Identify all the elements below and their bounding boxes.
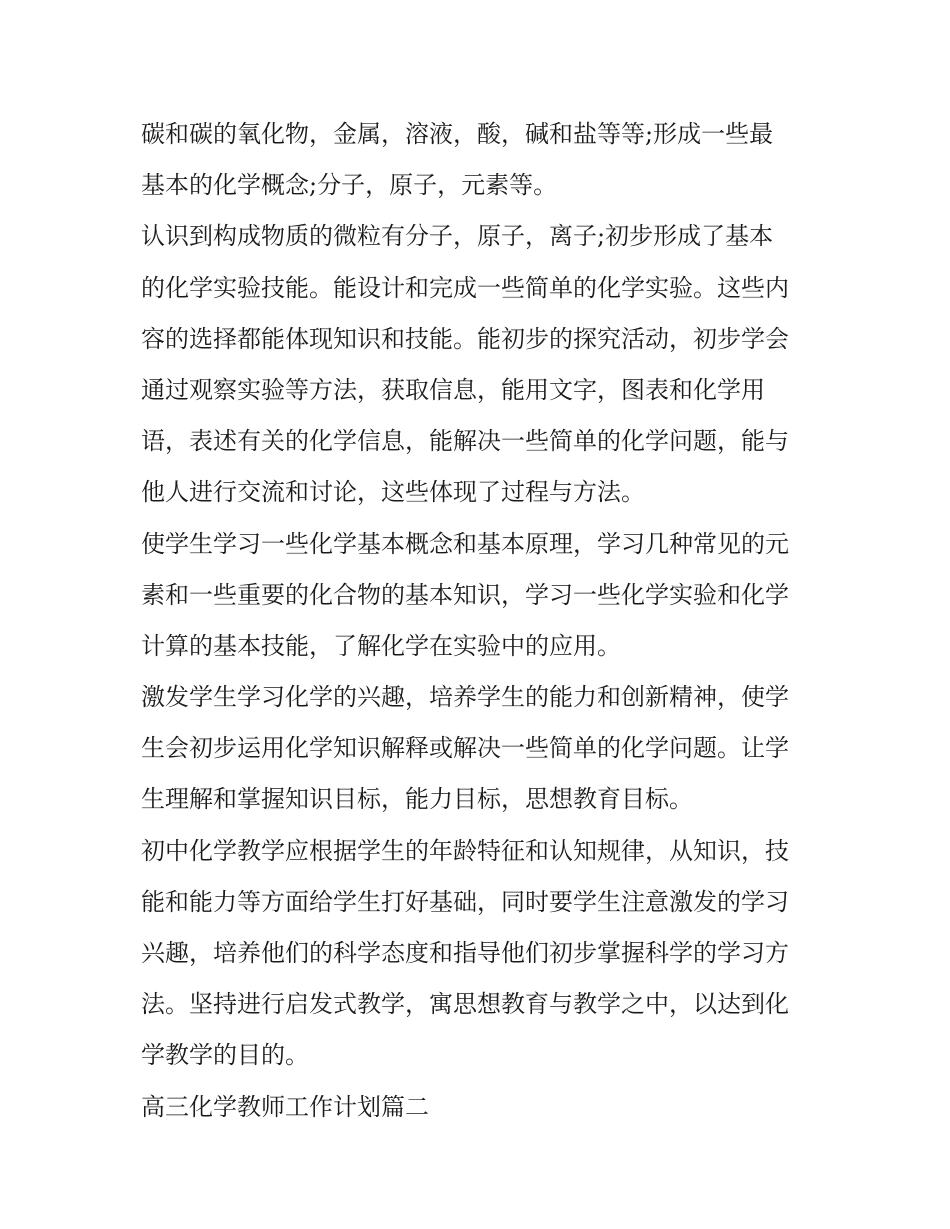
text-line: 通过观察实验等方法，获取信息，能用文字，图表和化学用 bbox=[141, 375, 765, 404]
text-line: 碳和碳的氧化物，金属，溶液，酸，碱和盐等等;形成一些最 bbox=[141, 120, 774, 148]
text-line: 的化学实验技能。能设计和完成一些简单的化学实验。这些内 bbox=[141, 273, 789, 302]
document-body bbox=[141, 109, 813, 1133]
text-line: 容的选择都能体现知识和技能。能初步的探究活动，初步学会 bbox=[141, 324, 789, 353]
text-line: 兴趣，培养他们的科学态度和指导他们初步掌握科学的学习方 bbox=[141, 939, 789, 967]
text-line: 能和能力等方面给学生打好基础，同时要学生注意激发的学习 bbox=[141, 887, 789, 916]
text-line: 生会初步运用化学知识解释或解决一些简单的化学问题。让学 bbox=[141, 734, 789, 763]
text-line: 语，表述有关的化学信息，能解决一些简单的化学问题，能与 bbox=[141, 427, 789, 456]
text-line: 素和一些重要的化合物的基本知识，学习一些化学实验和化学 bbox=[141, 580, 789, 609]
text-line: 计算的基本技能，了解化学在实验中的应用。 bbox=[141, 631, 621, 660]
text-line: 法。坚持进行启发式教学，寓思想教育与教学之中，以达到化 bbox=[141, 990, 789, 1019]
text-line: 生理解和掌握知识目标，能力目标，思想教育目标。 bbox=[141, 785, 693, 814]
text-line: 基本的化学概念;分子，原子，元素等。 bbox=[141, 171, 558, 200]
text-line: 初中化学教学应根据学生的年龄特征和认知规律，从知识，技 bbox=[141, 836, 789, 865]
section-heading: 高三化学教师工作计划篇二 bbox=[141, 1092, 429, 1121]
text-line: 激发学生学习化学的兴趣，培养学生的能力和创新精神，使学 bbox=[141, 683, 789, 712]
text-line: 学教学的目的。 bbox=[141, 1041, 309, 1070]
text-line: 使学生学习一些化学基本概念和基本原理，学习几种常见的元 bbox=[141, 529, 789, 558]
text-line: 他人进行交流和讨论，这些体现了过程与方法。 bbox=[141, 478, 645, 507]
text-line: 认识到构成物质的微粒有分子，原子，离子;初步形成了基本 bbox=[141, 222, 774, 251]
